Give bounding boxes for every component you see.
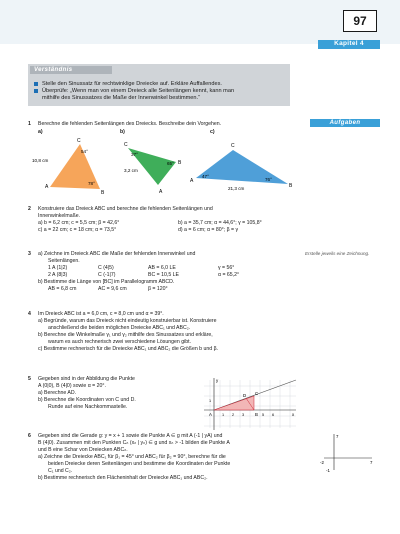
side-label: 21,3 cm — [228, 186, 245, 191]
side-note: Erstelle jeweils eine Zeichnung. — [305, 251, 370, 256]
task-text: und B eine Schar von Dreiecken ABCₙ. — [38, 447, 128, 454]
task-text: Im Dreieck ABC ist a = 6,0 cm, c = 8,0 cm und α = 39°. — [38, 311, 164, 317]
task-1 — [28, 121, 298, 128]
axis-label: y — [216, 378, 219, 383]
task-3 — [28, 251, 298, 293]
task-number: 5 — [28, 376, 31, 382]
label-a: a) — [38, 129, 43, 135]
point-label: C — [255, 391, 259, 396]
page-number: 97 — [343, 10, 377, 32]
part-b: b) Berechne die Koordinaten von C und D. — [38, 397, 136, 404]
angle-label: 47° — [202, 174, 209, 179]
part-b-cont: Runde auf eine Nachkommastelle. — [48, 404, 128, 411]
angle: α = 65,2° — [218, 272, 240, 279]
angle: β = 120° — [148, 286, 168, 293]
tick-label: 1 — [222, 413, 225, 417]
axis-label: 7 — [370, 460, 373, 465]
task-number: 3 — [28, 251, 31, 257]
angle-label: 65° — [167, 161, 174, 166]
vertex-label: A — [45, 184, 49, 190]
task-number: 1 — [28, 121, 31, 127]
task-number: 6 — [28, 433, 31, 439]
angle-label: 76° — [265, 177, 272, 182]
part-b: b) a = 35,7 cm; α = 44,6°; γ = 105,8° — [178, 220, 262, 227]
bullet-icon — [34, 89, 38, 93]
vertex-label: C — [124, 142, 128, 148]
vertex-label: B — [101, 190, 105, 196]
vertex-label: A — [190, 178, 194, 184]
tick-label: 6 — [272, 413, 275, 417]
aufgaben-label: Aufgaben — [310, 119, 380, 127]
vertex-label: B — [289, 183, 293, 189]
part-b: b) Berechne die Winkelmaße γ₁ und γ₂ mithilfe des Sinussatzes und erkläre, — [38, 332, 213, 339]
angle-label: 78° — [88, 181, 95, 186]
part-a: a) Zeichne die Dreiecke ABC₁ für β₁ = 45° und ABC₂ für β₂ = 90°, berechne für die — [38, 454, 226, 461]
angle-label: 37° — [131, 152, 138, 157]
part-d: d) a = 6 cm; α = 80°; β = γ — [178, 227, 239, 234]
label-c: c) — [210, 129, 215, 135]
point-label: D — [243, 393, 247, 398]
part-c: c) Bestimme rechnerisch für die Dreiecke ABC₁ und ABC₂ die Größen b und β. — [38, 346, 219, 353]
header-band — [0, 0, 400, 44]
verstaendnis-title: Verständnis — [30, 66, 112, 74]
axis-label: -1 — [326, 468, 330, 473]
point-a: 2 A (8|3) — [48, 272, 68, 279]
chapter-label: Kapitel 4 — [318, 40, 380, 49]
length: BC = 10,5 LE — [148, 272, 180, 279]
task-number: 4 — [28, 311, 31, 317]
part-a: a) Berechne AD. — [38, 390, 77, 397]
task-4 — [28, 311, 298, 353]
task-2 — [28, 206, 298, 234]
angle-label: 54° — [81, 149, 88, 154]
part-a: a) b = 6,2 cm; c = 5,5 cm; β = 42,6° — [38, 220, 120, 227]
task-text: a) Zeichne im Dreieck ABC die Maße der fehlenden Innenwinkel und — [38, 251, 196, 257]
bullet-icon — [34, 82, 38, 86]
task-text: A (0|0), B (4|0) sowie α = 20°. — [38, 383, 106, 390]
part-b-cont: warum es auch rechnerisch zwei verschiedene Lösungen gibt. — [48, 339, 192, 346]
triangle-c — [196, 150, 288, 184]
side-label: 10,8 cm — [32, 158, 49, 163]
verstaendnis-item-1: Stelle den Sinussatz für rechtwinklige Dreiecke auf. Erkläre Auffallendes. — [34, 81, 284, 89]
task-6-axes — [312, 430, 382, 474]
verstaendnis-item-2-cont: mithilfe des Sinussatzes die Maße der Innenwinkel bestimmen.“ — [42, 95, 200, 101]
point-a: 1 A (1|2) — [48, 265, 68, 272]
part-a: a) Begründe, warum das Dreieck nicht eindeutig konstruierbar ist. Konstruiere — [38, 318, 217, 325]
part-a-cont: beiden Dreiecke deren Seitenlängen und bestimme die Koordinaten der Punkte — [48, 461, 231, 468]
task-text: Berechne die fehlenden Seitenlängen des Dreiecks. Beschreibe dein Vorgehen. — [38, 121, 222, 127]
task-6 — [28, 433, 303, 482]
label-b: b) — [120, 129, 125, 135]
task-text: Seitenlängen. — [48, 258, 80, 265]
task-text: b) Bestimme die Länge von [BC] im Parallelogramm ABCD. — [38, 279, 175, 286]
task-text: Innenwinkelmaße. — [38, 213, 81, 220]
part-a-cont: C₁ und C₂. — [48, 468, 73, 475]
part-b: b) Bestimme rechnerisch den Flächeninhalt der Dreiecke ABC₁ und ABC₂. — [38, 475, 208, 482]
verstaendnis-item-2: Überprüfe: „Wenn man von einem Dreieck alle Seitenlängen kennt, kann man — [34, 88, 284, 96]
task-5-figure — [200, 376, 300, 432]
part-c: c) a = 22 cm; c = 18 cm; α = 73,5° — [38, 227, 117, 234]
part-a-cont: anschließend die beiden möglichen Dreiecke ABC₁ und ABC₂. — [48, 325, 191, 332]
task-text: Gegeben sind in der Abbildung die Punkte — [38, 376, 135, 382]
axis-label: -2 — [320, 460, 324, 465]
task-text: Gegeben sind die Gerade g: y = x + 1 sowie die Punkte A ∈ g mit A (-1 | yA) und — [38, 433, 223, 439]
tick-label: 2 — [232, 413, 235, 417]
axis-label: x — [292, 412, 295, 417]
task-number: 2 — [28, 206, 31, 212]
tick-label: 5 — [262, 413, 265, 417]
tick-label: 3 — [242, 413, 245, 417]
vertex-label: C — [231, 143, 235, 149]
angle: γ = 56° — [218, 265, 235, 272]
task-text: B (4|0). Zusammen mit den Punkten Cₙ (xₙ | yₙ) ∈ g und xₙ > -1 bilden die Punkte A — [38, 440, 230, 447]
task-text: Konstruiere das Dreieck ABC und berechne die fehlenden Seitenlängen und — [38, 206, 213, 212]
length: AB = 6,8 cm — [48, 286, 77, 293]
side-label: 3,2 cm — [124, 168, 138, 173]
point-c: C (-1|7) — [98, 272, 116, 279]
task-5 — [28, 376, 198, 411]
tick-label: 1 — [209, 399, 212, 403]
point-label: A — [209, 412, 212, 417]
vertex-label: C — [77, 138, 81, 144]
vertex-label: A — [159, 189, 163, 195]
length: AB = 6,0 LE — [148, 265, 176, 272]
task-1-triangles — [28, 134, 298, 196]
axis-label: 7 — [336, 434, 339, 439]
length: AC = 9,6 cm — [98, 286, 127, 293]
point-label: B — [255, 412, 258, 417]
point-c: C (4|5) — [98, 265, 114, 272]
vertex-label: B — [178, 160, 182, 166]
